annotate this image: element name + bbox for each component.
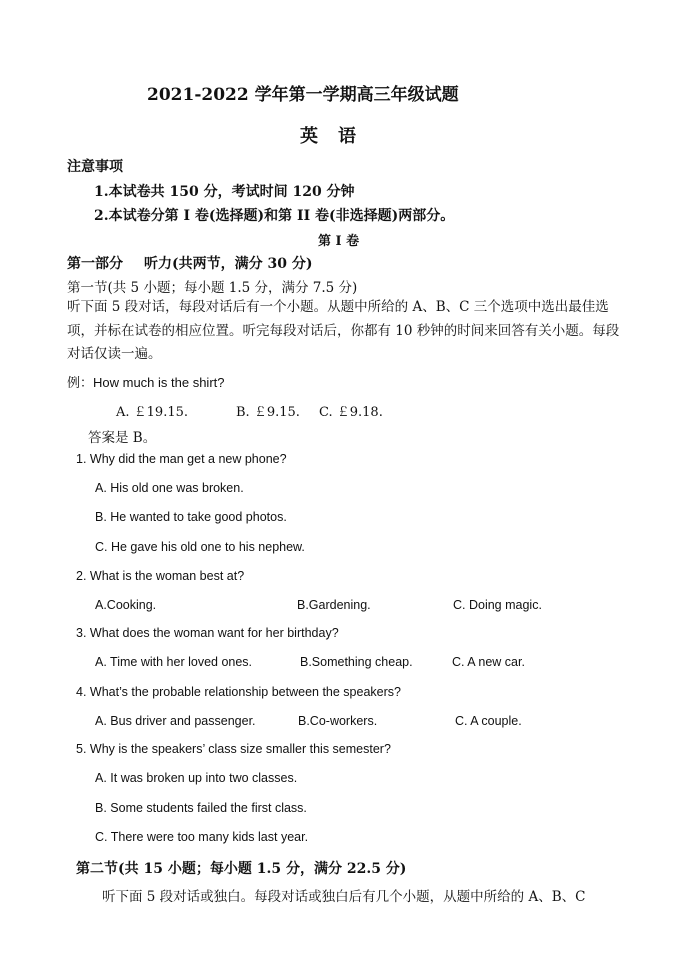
- question-4-stem: 4. What’s the probable relationship between the speakers?: [76, 685, 401, 699]
- question-3-option-b: B.Something cheap.: [300, 655, 413, 669]
- question-1-stem: 1. Why did the man get a new phone?: [76, 452, 287, 466]
- question-5-option-a: A. It was broken up into two classes.: [95, 771, 298, 785]
- question-5-stem: 5. Why is the speakers’ class size smaller this semester?: [76, 742, 391, 756]
- question-2-option-b: B.Gardening.: [297, 598, 371, 612]
- section2-heading: 第二节(共 15 小题；每小题 1.5 分，满分 22.5 分): [76, 861, 407, 877]
- notice-item-1: 1.本试卷共 150 分，考试时间 120 分钟: [94, 184, 355, 200]
- question-3-stem: 3. What does the woman want for her birthday?: [76, 626, 339, 640]
- question-2-option-c: C. Doing magic.: [453, 598, 542, 612]
- example-prompt-text: 例：How much is the shirt?: [67, 375, 225, 390]
- example-option-b: B. ￡9.15.: [236, 405, 300, 420]
- section1-instructions: 听下面 5 段对话，每段对话后有一个小题。从题中所给的 A、B、C 三个选项中选出最佳选项，并标在试卷的相应位置。听完每段对话后，你都有 10 秒钟的时间来回答有关小题。每段对话仅读一遍。: [67, 299, 620, 362]
- notice-heading: 注意事项: [67, 159, 123, 175]
- question-4-option-c: C. A couple.: [455, 714, 522, 728]
- question-3-option-c: C. A new car.: [452, 655, 525, 669]
- section1-heading: 第一节(共 5 小题；每小题 1.5 分，满分 7.5 分): [67, 280, 358, 296]
- question-1-option-c: C. He gave his old one to his nephew.: [95, 540, 305, 554]
- question-4-option-b: B.Co-workers.: [298, 714, 378, 728]
- question-3-option-a: A. Time with her loved ones.: [95, 655, 253, 669]
- example-option-a: A. ￡19.15.: [116, 405, 189, 420]
- example-answer: 答案是 B。: [88, 430, 157, 446]
- exam-title: 2021-2022 学年第一学期高三年级试题: [147, 85, 459, 105]
- notice-item-2: 2.本试卷分第 I 卷(选择题)和第 II 卷(非选择题)两部分。: [94, 208, 455, 224]
- subject-title: 英 语: [300, 126, 357, 147]
- question-2-option-a: A.Cooking.: [95, 598, 157, 612]
- question-5-option-b: B. Some students failed the first class.: [95, 801, 307, 815]
- question-4-option-a: A. Bus driver and passenger.: [95, 714, 256, 728]
- question-1-option-b: B. He wanted to take good photos.: [95, 510, 287, 524]
- part1-heading: 听力(共两节，满分 30 分): [144, 256, 313, 272]
- part1-label: 第一部分: [67, 256, 123, 272]
- volume-title: 第 I 卷: [318, 234, 360, 249]
- example-prompt: [67, 372, 225, 391]
- section2-instructions: 听下面 5 段对话或独白。每段对话或独白后有几个小题，从题中所给的 A、B、C: [102, 889, 586, 905]
- question-2-stem: 2. What is the woman best at?: [76, 569, 245, 583]
- example-option-c: C. ￡9.18.: [319, 405, 383, 420]
- question-5-option-c: C. There were too many kids last year.: [95, 830, 309, 844]
- question-1-option-a: A. His old one was broken.: [95, 481, 244, 495]
